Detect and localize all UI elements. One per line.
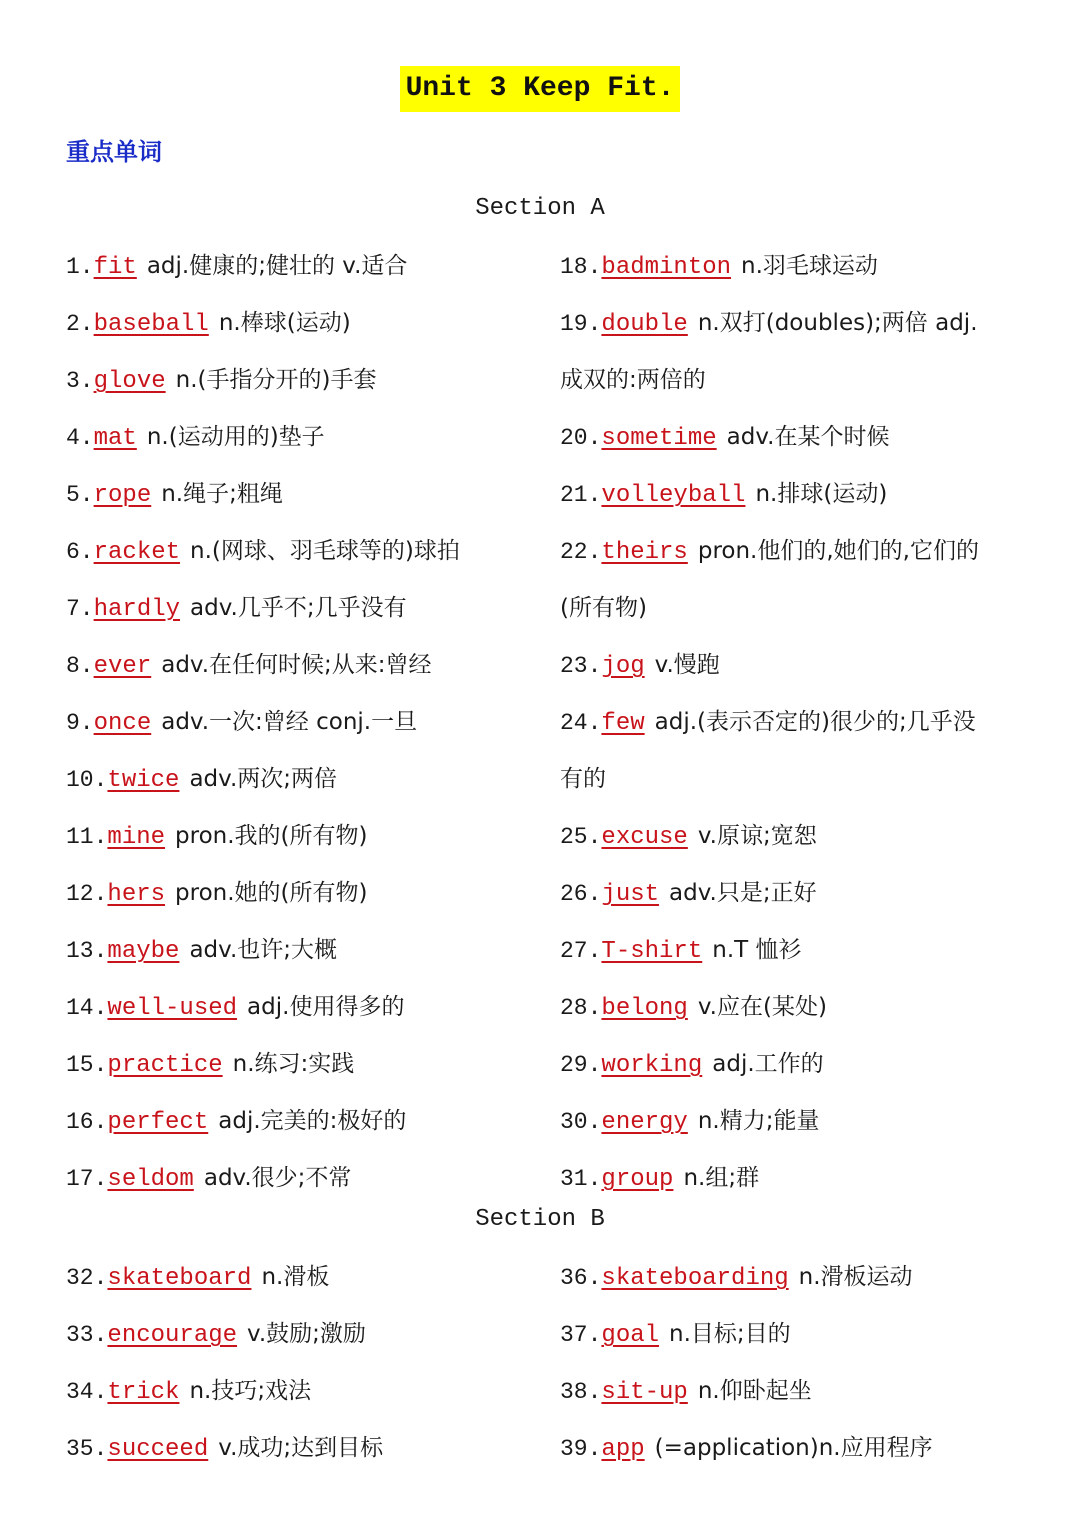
entry-number: 33. <box>66 1322 108 1348</box>
word-meaning: n.(运动用的)垫子 <box>146 424 325 450</box>
entry-number: 5. <box>66 482 94 508</box>
word-meaning: n.目标;目的 <box>669 1321 791 1347</box>
vocab-word: few <box>601 710 645 737</box>
word-meaning: v.应在(某处) <box>697 994 827 1020</box>
word-meaning: v.成功;达到目标 <box>218 1435 384 1461</box>
vocab-entry <box>560 1429 933 1486</box>
entry-number: 13. <box>66 938 108 964</box>
vocab-entry <box>66 361 460 418</box>
word-meaning-continued: (所有物) <box>560 595 647 621</box>
vocab-entry <box>560 1315 933 1372</box>
vocab-word: maybe <box>107 938 180 965</box>
entry-number: 3. <box>66 368 94 394</box>
word-meaning: adv.一次:曾经 conj.一旦 <box>161 709 418 735</box>
vocab-word: goal <box>601 1322 660 1349</box>
vocab-word: fit <box>93 254 137 281</box>
entry-number: 26. <box>560 881 602 907</box>
word-meaning: v.慢跑 <box>654 652 720 678</box>
entry-number: 27. <box>560 938 602 964</box>
vocab-entry <box>66 1429 383 1486</box>
vocab-word: excuse <box>601 824 688 851</box>
word-meaning: adj.健康的;健壮的 v.适合 <box>146 253 408 279</box>
vocab-entry <box>66 1102 460 1159</box>
vocab-word: sometime <box>601 425 717 452</box>
vocab-word: mat <box>93 425 137 452</box>
vocab-entry <box>560 247 979 304</box>
entry-number: 1. <box>66 254 94 280</box>
word-meaning: adv.在任何时候;从来:曾经 <box>161 652 432 678</box>
entry-number: 30. <box>560 1109 602 1135</box>
entry-number: 14. <box>66 995 108 1021</box>
vocab-word: hardly <box>93 596 181 623</box>
word-meaning: n.练习:实践 <box>232 1051 355 1077</box>
vocab-word: jog <box>601 653 645 680</box>
vocab-entry <box>560 532 979 589</box>
word-meaning: adj.工作的 <box>712 1051 824 1077</box>
vocab-word: double <box>601 311 688 338</box>
vocab-entry <box>560 1045 979 1102</box>
entry-number: 18. <box>560 254 602 280</box>
vocab-word: group <box>601 1166 674 1193</box>
vocab-entry <box>66 817 460 874</box>
vocab-entry <box>560 646 979 703</box>
word-meaning: n.(网球、羽毛球等的)球拍 <box>190 538 460 564</box>
vocab-entry <box>66 931 460 988</box>
entry-number: 35. <box>66 1436 108 1462</box>
entry-number: 36. <box>560 1265 602 1291</box>
entry-number: 34. <box>66 1379 108 1405</box>
vocab-word: app <box>601 1436 645 1463</box>
vocab-word: racket <box>93 539 181 566</box>
vocab-word: belong <box>601 995 688 1022</box>
word-meaning: n.羽毛球运动 <box>741 253 878 279</box>
entry-number: 7. <box>66 596 94 622</box>
vocab-word: energy <box>601 1109 688 1136</box>
vocab-word: seldom <box>107 1166 194 1193</box>
word-meaning: n.技巧;戏法 <box>189 1378 312 1404</box>
word-meaning: adv.只是;正好 <box>669 880 817 906</box>
entry-number: 37. <box>560 1322 602 1348</box>
word-meaning: n.滑板运动 <box>798 1264 913 1290</box>
section-a-right-column <box>560 247 979 1216</box>
word-meaning: n.(手指分开的)手套 <box>175 367 377 393</box>
entry-number: 19. <box>560 311 602 337</box>
vocab-entry <box>66 874 460 931</box>
vocab-entry <box>560 703 979 760</box>
word-meaning: adv.在某个时候 <box>726 424 890 450</box>
word-meaning: n.组;群 <box>683 1165 760 1191</box>
entry-number: 31. <box>560 1166 602 1192</box>
entry-number: 10. <box>66 767 108 793</box>
vocab-entry-continuation <box>560 760 979 817</box>
vocab-entry <box>66 988 460 1045</box>
vocab-entry <box>560 475 979 532</box>
word-meaning: pron.她的(所有物) <box>175 880 368 906</box>
vocab-word: twice <box>107 767 180 794</box>
word-meaning: adv.很少;不常 <box>203 1165 352 1191</box>
unit-title: Unit 3 Keep Fit. <box>400 66 681 112</box>
word-meaning: (=application)n.应用程序 <box>654 1435 933 1461</box>
vocab-entry <box>560 304 979 361</box>
vocab-entry <box>560 874 979 931</box>
entry-number: 22. <box>560 539 602 565</box>
vocab-entry <box>66 247 460 304</box>
entry-number: 9. <box>66 710 94 736</box>
word-meaning: n.滑板 <box>261 1264 330 1290</box>
word-meaning: n.棒球(运动) <box>218 310 351 336</box>
vocab-entry <box>66 1315 383 1372</box>
entry-number: 39. <box>560 1436 602 1462</box>
entry-number: 24. <box>560 710 602 736</box>
word-meaning-continued: 成双的:两倍的 <box>560 367 706 393</box>
vocab-word: encourage <box>107 1322 238 1349</box>
entry-number: 32. <box>66 1265 108 1291</box>
word-meaning: n.T 恤衫 <box>712 937 802 963</box>
vocab-word: once <box>93 710 152 737</box>
word-meaning: adj.(表示否定的)很少的;几乎没 <box>654 709 976 735</box>
word-meaning-continued: 有的 <box>560 766 606 792</box>
vocab-entry <box>66 646 460 703</box>
vocab-entry <box>66 703 460 760</box>
vocabulary-heading: 重点单词 <box>66 138 162 166</box>
entry-number: 15. <box>66 1052 108 1078</box>
word-meaning: adj.使用得多的 <box>247 994 405 1020</box>
entry-number: 16. <box>66 1109 108 1135</box>
vocab-word: trick <box>107 1379 180 1406</box>
entry-number: 28. <box>560 995 602 1021</box>
entry-number: 29. <box>560 1052 602 1078</box>
vocab-word: well-used <box>107 995 238 1022</box>
word-meaning: n.精力;能量 <box>697 1108 820 1134</box>
word-meaning: adv.几乎不;几乎没有 <box>190 595 407 621</box>
word-meaning: v.原谅;宽恕 <box>697 823 817 849</box>
vocab-word: skateboarding <box>601 1265 789 1292</box>
vocab-entry <box>560 931 979 988</box>
vocab-entry <box>66 1372 383 1429</box>
entry-number: 20. <box>560 425 602 451</box>
vocab-entry <box>560 817 979 874</box>
vocab-word: theirs <box>601 539 688 566</box>
section-b-title: Section B <box>475 1206 605 1233</box>
word-meaning: adv.也许;大概 <box>189 937 338 963</box>
vocab-word: T-shirt <box>601 938 703 965</box>
entry-number: 12. <box>66 881 108 907</box>
section-a-left-column <box>66 247 460 1216</box>
vocab-word: mine <box>107 824 166 851</box>
word-meaning: adj.完美的:极好的 <box>218 1108 407 1134</box>
vocab-word: ever <box>93 653 152 680</box>
vocab-word: glove <box>93 368 166 395</box>
vocab-entry-continuation <box>560 361 979 418</box>
vocab-entry <box>66 532 460 589</box>
vocab-entry <box>66 1258 383 1315</box>
word-meaning: n.双打(doubles);两倍 adj. <box>697 310 978 336</box>
entry-number: 11. <box>66 824 108 850</box>
vocab-entry <box>560 1258 933 1315</box>
entry-number: 21. <box>560 482 602 508</box>
word-meaning: adv.两次;两倍 <box>189 766 338 792</box>
vocab-word: sit-up <box>601 1379 688 1406</box>
section-a-title: Section A <box>475 195 605 222</box>
word-meaning: n.仰卧起坐 <box>697 1378 812 1404</box>
vocab-entry <box>560 1102 979 1159</box>
vocab-word: baseball <box>93 311 209 338</box>
section-b-left-column <box>66 1258 383 1486</box>
vocab-entry <box>66 760 460 817</box>
vocab-word: working <box>601 1052 703 1079</box>
vocab-word: skateboard <box>107 1265 252 1292</box>
section-b-right-column <box>560 1258 933 1486</box>
entry-number: 8. <box>66 653 94 679</box>
word-meaning: n.排球(运动) <box>755 481 888 507</box>
vocab-entry <box>66 589 460 646</box>
vocab-word: volleyball <box>601 482 746 509</box>
vocab-word: badminton <box>601 254 732 281</box>
word-meaning: pron.我的(所有物) <box>175 823 368 849</box>
entry-number: 4. <box>66 425 94 451</box>
vocab-word: just <box>601 881 660 908</box>
vocab-entry <box>66 304 460 361</box>
vocab-entry <box>66 418 460 475</box>
entry-number: 2. <box>66 311 94 337</box>
vocab-word: practice <box>107 1052 223 1079</box>
entry-number: 17. <box>66 1166 108 1192</box>
entry-number: 25. <box>560 824 602 850</box>
vocab-word: succeed <box>107 1436 209 1463</box>
vocab-entry-continuation <box>560 589 979 646</box>
entry-number: 6. <box>66 539 94 565</box>
word-meaning: pron.他们的,她们的,它们的 <box>697 538 979 564</box>
title-wrap <box>0 66 1080 112</box>
vocab-word: hers <box>107 881 166 908</box>
vocab-entry <box>560 988 979 1045</box>
vocab-word: rope <box>93 482 152 509</box>
vocab-word: perfect <box>107 1109 209 1136</box>
word-meaning: n.绳子;粗绳 <box>161 481 283 507</box>
vocab-entry <box>66 1045 460 1102</box>
vocab-entry <box>560 1372 933 1429</box>
word-meaning: v.鼓励;激励 <box>247 1321 366 1347</box>
entry-number: 38. <box>560 1379 602 1405</box>
entry-number: 23. <box>560 653 602 679</box>
vocab-entry <box>560 418 979 475</box>
vocab-entry <box>66 475 460 532</box>
